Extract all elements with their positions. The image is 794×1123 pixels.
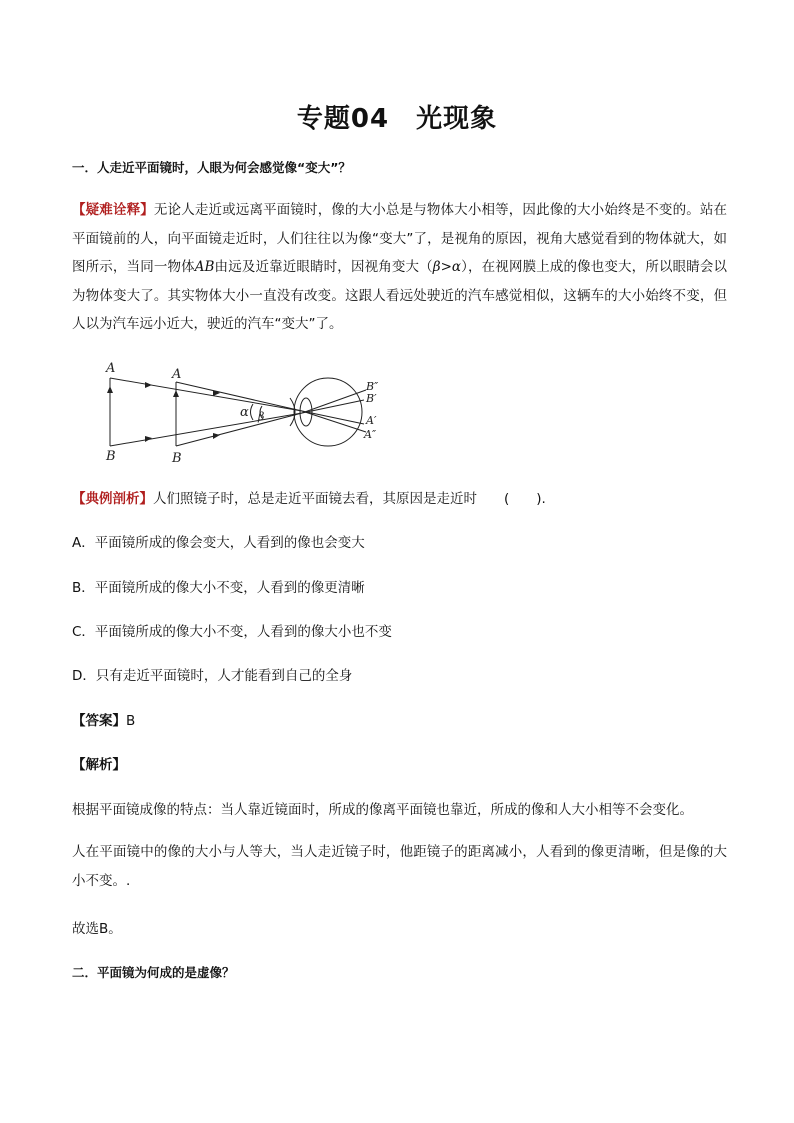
arrow-far-a	[107, 386, 113, 393]
visual-angle-diagram	[90, 360, 400, 472]
analysis-paragraph-1: 根据平面镜成像的特点：当人靠近镜面时，所成的像离平面镜也靠近，所成的像和人大小相等不会变化。	[72, 802, 693, 818]
ray-near-top	[176, 382, 302, 411]
label-b-near: B	[172, 451, 182, 466]
label-beta: β	[258, 410, 265, 423]
page-title: 专题04 光现象	[296, 104, 498, 134]
explanation-paragraph	[72, 196, 727, 339]
section-2-heading: 二．平面镜为何成的是虚像？	[72, 965, 235, 980]
option-d: D．只有走近平面镜时，人才能看到自己的全身	[72, 668, 353, 684]
explanation-text-a: 无论人走近或远离平面镜时，像的大小总是与物体大小相等，因此像的大小始终是不变的。站在平面镜前的人，向平面镜走近时，人们往往以为像“变大”了，是视角的原因，视角大感觉看到的物体就大，如图所示，当同一物体	[72, 202, 728, 275]
ray-far-top	[110, 378, 302, 411]
ray-far-bottom	[110, 413, 302, 446]
angle-arc-alpha	[251, 404, 254, 420]
answer-value: B	[126, 713, 136, 729]
arrow-near-a	[173, 390, 179, 397]
arrow-ray-4	[213, 433, 220, 439]
explanation-text-c: ），在视网膜上成的像也变大，所以眼睛会以为物体变大了。其实物体大小一直没有改变。这跟人看远处驶近的汽车感觉相似，这辆车的大小始终不变，但人以为汽车远小近大，驶近的汽车“变大”了。	[72, 259, 728, 332]
example-tag: 【典例剖析】	[72, 491, 153, 507]
example-stem	[72, 487, 546, 507]
label-alpha: α	[240, 405, 249, 420]
option-a: A．平面镜所成的像会变大，人看到的像也会变大	[72, 535, 365, 551]
section-1-heading: 一．人走近平面镜时，人眼为何会感觉像“变大”？	[72, 160, 351, 175]
answer-line	[72, 709, 135, 729]
option-b: B．平面镜所成的像大小不变，人看到的像更清晰	[72, 580, 365, 596]
arrow-ray-1	[145, 382, 152, 388]
analysis-paragraph-2: 人在平面镜中的像的大小与人等大，当人走近镜子时，他距镜子的距离减小，人看到的像更清晰，但是像的大小不变。.	[72, 844, 727, 889]
analysis-label: 【解析】	[72, 757, 126, 773]
example-stem-text: 人们照镜子时，总是走近平面镜去看，其原因是走近时 ( ).	[153, 491, 546, 507]
ray-near-bottom	[176, 413, 302, 446]
label-b-double-prime: B″	[366, 380, 379, 393]
explanation-text-b: 由远及近靠近眼睛时，因视角变大（	[214, 259, 433, 275]
answer-label: 【答案】	[72, 713, 126, 729]
label-b-prime: B′	[366, 392, 377, 405]
object-ab-label: AB	[194, 259, 215, 275]
label-a-double-prime: A″	[364, 428, 377, 441]
option-c: C．平面镜所成的像大小不变，人看到的像大小也不变	[72, 624, 392, 640]
label-a-far: A	[106, 361, 116, 376]
label-a-prime: A′	[366, 414, 377, 427]
label-a-near: A	[172, 367, 182, 382]
conclusion-line: 故选B。	[72, 921, 122, 937]
angle-relation: β>α	[432, 259, 461, 275]
label-b-far: B	[106, 449, 116, 464]
explanation-tag: 【疑难诠释】	[72, 202, 154, 218]
